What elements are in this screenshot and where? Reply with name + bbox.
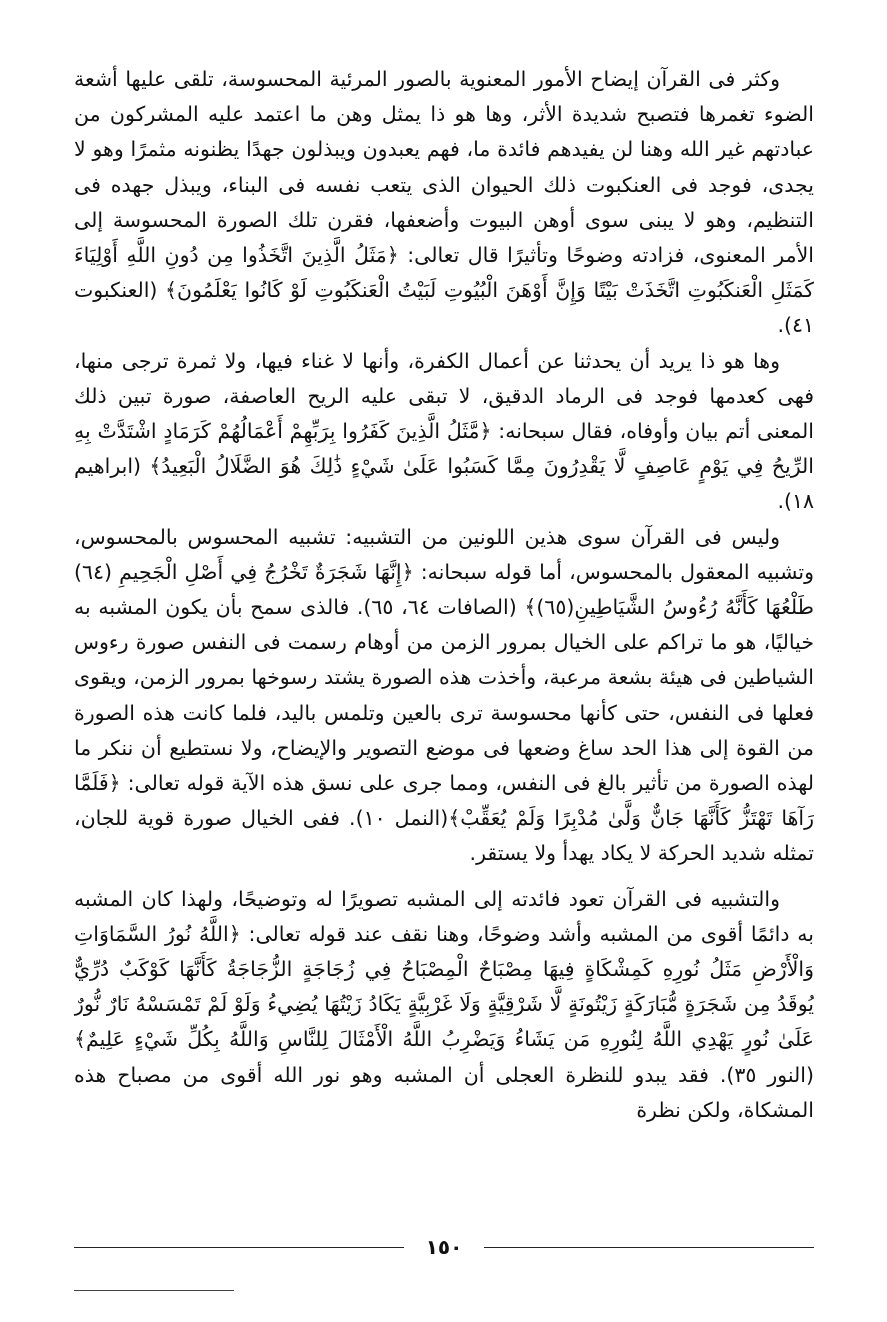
bottom-short-rule [74,1290,234,1291]
paragraph-tashbih-types: وليس فى القرآن سوى هذين اللونين من التشبيه: تشبيه المحسوس بالمحسوس، وتشبيه المعقول بالمحسوس، أما قوله سبحانه: ﴿إِنَّهَا شَجَرَةٌ تَخْرُجُ فِي أَصْلِ الْجَحِيمِ (٦٤) طَلْعُهَا كَأَنَّهُ رُءُوسُ الشَّيَاطِينِ(٦٥)﴾ (الصافات ٦٤، ٦٥). فالذى سمح بأن يكون المشبه به خياليًا، هو ما تراكم على الخيال بمرور الزمن من أوهام رسمت فى النفس صورة رءوس الشياطين فى هيئة بشعة مرعبة، وأخذت هذه الصورة يشتد رسوخها بمرور الزمن، ويقوى فعلها فى النفس، حتى كأنها محسوسة ترى بالعين وتلمس باليد، فلما كانت هذه الصورة من القوة إلى هذا الحد ساغ وضعها فى موضع التصوير والإيضاح، ولا نستطيع أن ننكر ما لهذه الصورة من تأثير بالغ فى النفس، ومما جرى على نسق هذه الآية قوله تعالى: ﴿فَلَمَّا رَآهَا تَهْتَزُّ كَأَنَّهَا جَانٌّ وَلَّىٰ مُدْبِرًا وَلَمْ يُعَقِّبْ﴾(النمل ١٠). ففى الخيال صورة قوية للجان، تمثله شديد الحركة لا يكاد يهدأ ولا يستقر. [74,524,814,866]
paragraph-light-verse: والتشبيه فى القرآن تعود فائدته إلى المشبه تصويرًا له وتوضيحًا، ولهذا كان المشبه به دائمًا أقوى من المشبه وأشد وضوحًا، وهنا نقف عند قوله تعالى: ﴿اللَّهُ نُورُ السَّمَاوَاتِ وَالْأَرْضِ مَثَلُ نُورِهِ كَمِشْكَاةٍ فِيهَا مِصْبَاحٌ الْمِصْبَاحُ فِي زُجَاجَةٍ الزُّجَاجَةُ كَأَنَّهَا كَوْكَبٌ دُرِّيٌّ يُوقَدُ مِن شَجَرَةٍ مُّبَارَكَةٍ زَيْتُونَةٍ لَّا شَرْقِيَّةٍ وَلَا غَرْبِيَّةٍ يَكَادُ زَيْتُهَا يُضِيءُ وَلَوْ لَمْ تَمْسَسْهُ نَارٌ نُّورٌ عَلَىٰ نُورٍ يَهْدِي اللَّهُ لِنُورِهِ مَن يَشَاءُ وَيَضْرِبُ اللَّهُ الْأَمْثَالَ لِلنَّاسِ وَاللَّهُ بِكُلِّ شَيْءٍ عَلِيمٌ﴾(النور ٣٥). فقد يبدو للنظرة العجلى أن المشبه وهو نور الله أقوى من مصباح هذه المشكاة، ولكن نظرة [74,886,814,1122]
paragraph-spider-analogy: وكثر فى القرآن إيضاح الأمور المعنوية بالصور المرئية المحسوسة، تلقى عليها أشعة الضوء تغمرها فتصبح شديدة الأثر، وها هو ذا يمثل وهن ما اعتمد عليه المشركون من عبادتهم غير الله وهنا لن يفيدهم فائدة ما، فهم يعبدون ويبذلون جهدًا يظنونه مثمرًا وهو لا يجدى، فوجد فى العنكبوت ذلك الحيوان الذى يتعب نفسه فى البناء، ويبذل جهده فى التنظيم، وهو لا يبنى سوى أوهن البيوت وأضعفها، فقرن تلك الصورة المحسوسة إلى الأمر المعنوى، فزادته وضوحًا وتأثيرًا قال تعالى: ﴿مَثَلُ الَّذِينَ اتَّخَذُوا مِن دُونِ اللَّهِ أَوْلِيَاءَ كَمَثَلِ الْعَنكَبُوتِ اتَّخَذَتْ بَيْتًا وَإِنَّ أَوْهَنَ الْبُيُوتِ لَبَيْتُ الْعَنكَبُوتِ لَوْ كَانُوا يَعْلَمُونَ﴾ (العنكبوت ٤١). [74,67,814,338]
footer-rule-left [74,1247,404,1248]
paragraph-ashes-analogy: وها هو ذا يريد أن يحدثنا عن أعمال الكفرة، وأنها لا غناء فيها، ولا ثمرة ترجى منها، فهى كعدمها فوجد فى الرماد الدقيق، لا تبقى عليه الريح العاصفة، صورة تبين ذلك المعنى أتم بيان وأوفاه، فقال سبحانه: ﴿مَّثَلُ الَّذِينَ كَفَرُوا بِرَبِّهِمْ أَعْمَالُهُمْ كَرَمَادٍ اشْتَدَّتْ بِهِ الرِّيحُ فِي يَوْمٍ عَاصِفٍ لَّا يَقْدِرُونَ مِمَّا كَسَبُوا عَلَىٰ شَيْءٍ ذَٰلِكَ هُوَ الضَّلَالُ الْبَعِيدُ﴾ (ابراهيم ١٨). [74,348,814,514]
footer-rule-right [484,1247,814,1248]
page-footer [74,1230,814,1260]
page-number: ١٥٠ [425,1235,463,1259]
body-text [74,62,814,1212]
